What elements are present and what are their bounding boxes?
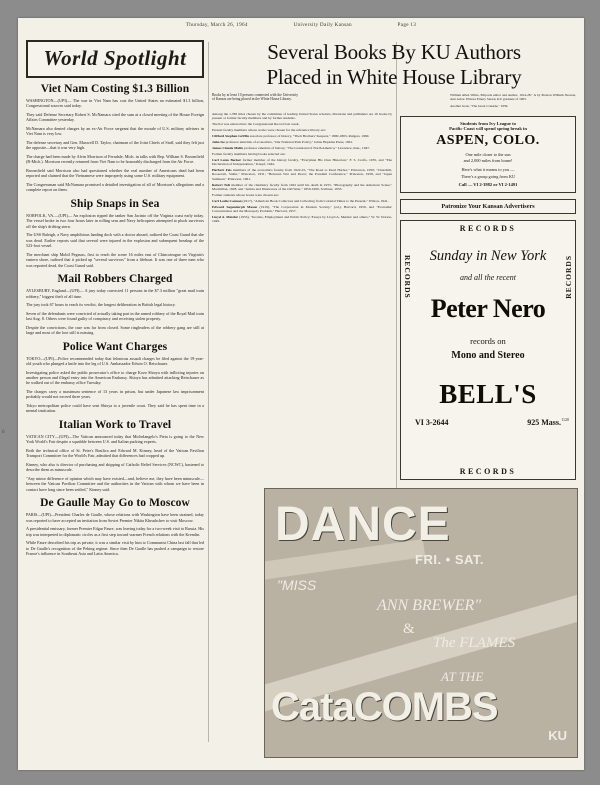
article-paragraph: The defense secretary and Gen. Maxwell D. Taylor, chairman of the Joint Chiefs of Staff, said they felt just the opposite—that it was very high. [26, 139, 204, 151]
aspen-ad-small1: One mile closer to the sun [465, 152, 511, 157]
book-detail: associate professor of history, "Their Brothers' Keepers," 1800-1865, Rutgers, 1960. [249, 134, 370, 139]
article-paragraph: The charge had been made by Alvin Morrison of Ferndale, Mich. in talks with Rep. William S. Broomfield (R-Mich.). Morrison recently returned from Viet Nam to be honorably discharged from the Air Force. [26, 153, 204, 165]
bells-corner-number: 1120 [561, 416, 569, 422]
bells-phone: VI 3-2644 [415, 417, 449, 427]
book-entry [212, 134, 392, 138]
article-paragraph: The USS Raleigh, a Navy amphibious landing dock with a doctor aboard, radioed the Coast Guard that she was dead. Earlier reports said that several were injured in the explosion and subsequent breakup of the 523-foot vessel. [26, 232, 204, 249]
headline-mail-robbers: Mail Robbers Charged [57, 273, 173, 286]
book-list-intro: Among the 1,780 titles chosen by the committee of leading United States scholars, librarians and publishers are 16 books by present or former faculty members and by former students. [212, 112, 392, 121]
book-entry [212, 168, 392, 181]
book-detail: (1935), "Income, Employment and Public Policy; Essays by Lloyd A. Metzler and others," W. W. Norton, 1949. [212, 214, 392, 224]
lead-dek-right-1: William Allen White, Emporia editor and Author, 1914-28," is by Preston William Slosson, Ann Arbor. Elmore Emery Stearn, KU graduate of 1905. [450, 92, 576, 102]
article-paragraph: The merchant ship Mobil Pegasus, first to reach the scene 16 miles east of Chincoteague on Virginia's eastern shore, radioed that it picked up "several survivors" from a lifeboat. It was one of three men who was reported dead, the Coast Guard said. [26, 251, 204, 268]
book-author: Lloyd A. Metzler [212, 214, 239, 219]
masthead [18, 22, 584, 28]
records-label-top: RECORDS [459, 223, 517, 233]
headline-police-want-charges: Police Want Charges [62, 340, 168, 353]
book-entry [212, 199, 392, 203]
aspen-ad[interactable] [400, 116, 576, 193]
records-label-left: RECORDS [403, 254, 412, 299]
book-entry [212, 215, 392, 224]
book-author: Edward Sagendorph Mason [212, 204, 258, 209]
records-label-bottom: RECORDS [459, 466, 517, 476]
aspen-ad-small4: There's a group going from KU [460, 173, 516, 179]
poster-artist-text: ANN BREWER" [377, 597, 482, 614]
book-detail: Former faculty members having books selected are: [212, 151, 286, 156]
newspaper-page [18, 18, 584, 770]
article-paragraph: While Faure described his trip as private, it was a similar visit by him to Communist China last fall that led to De Gaulle's recognition of the Peking regime. Since then De Gaulle has pushed a campaign to restore France's influence in Southeast Asia and Latin America. [26, 540, 204, 557]
book-entry [212, 205, 392, 214]
article-paragraph: "Any minor difference of opinion which may have existed—and, believe me, they have been minuscule—between the Vatican Pavilion Committee and the authorities in the Vatican with whom we have been in contact have long since been settled," Kinney said. [26, 475, 204, 492]
article-paragraph: A presidential emissary, former Premier Edgar Faure, was leaving today for a two-week visit to Russia. His trip was interpreted in diplomatic circles as a first step toward warmer French relations with the Kremlin. [26, 526, 204, 537]
book-detail: professor emeritus of economics, "Our National Park Policy," Johns Hopkins Press, 1961. [225, 139, 354, 144]
masthead-date: Thursday, March 26, 1964 [185, 22, 248, 28]
article-paragraph: Broomfield said Morrison also had questioned whether the real number of Americans dead had been reported and claimed that the Vietnamese were improperly using some U.S. military equipment. [26, 167, 204, 179]
book-list-intro2: The list was entered into the Congressional Record last week. [212, 122, 300, 127]
article-paragraph: NORFOLK, VA.—(UPI)— An explosion ripped the tanker San Jacinto off the Virginia coast early today. The vessel broke in two four hours later in rolling seas and Navy helicopters attempted to pluck survivors off the ship's drifting stern. [26, 212, 204, 229]
poster-ampersand: & [403, 621, 415, 637]
article-paragraph: Investigating police asked the public prosecutor's office to charge Kozo Shioya with inflicting injuries on another person and illegal entry into the American Embassy. Shioya has admitted attacking Reischauer as he walked out of the embassy office Tuesday. [26, 369, 204, 386]
book-entry [212, 158, 392, 167]
book-author: Robert Taft [212, 182, 231, 187]
lead-dek-right-2: Another book, "The Great Crusade," 1939. [450, 103, 509, 108]
book-detail: (1917), "American Book Collectors and Collecting from Colonial Times to the Present," Wilson, 1941. [242, 198, 389, 203]
bells-formats: Mono and Stereo [451, 349, 525, 361]
article-paragraph: Tokyo metropolitan police could have sent Shioya to a juvenile court. They said he has spent time in a mental institution. [26, 402, 204, 414]
article-paragraph: Kinney, who also is director of purchasing and shipping of Catholic Relief Services (NCWC), hastened to describe them as minuscule. [26, 461, 204, 473]
article-paragraph: TOKYO—(UPI)—Police recommended today that felonious assault charges be filed against the 19-year-old youth who plunged a knife into the leg of U.S. Ambassador Edwin O. Reischauer. [26, 355, 204, 367]
book-entry [212, 193, 392, 197]
bells-store-name: BELL'S [439, 378, 537, 409]
book-entry [212, 140, 392, 144]
aspen-ad-call[interactable]: Call — VI 2-3982 or VI 2-1491 [458, 181, 518, 187]
poster-venue-text: CataCOMBS [271, 685, 498, 729]
book-list-intro3: Present faculty members whose works were chosen for the reference library are: [212, 128, 326, 133]
bells-records-on: records on [470, 335, 506, 346]
article-paragraph: VATICAN CITY—(UPI)—The Vatican announced today that Michelangelo's Pieta is going to the New York World's Fair despite a squabble between U.S. and Italian packing experts. [26, 433, 204, 445]
dance-poster-ad[interactable] [264, 488, 578, 758]
bells-and-all: and all the recent [460, 272, 516, 282]
lead-headline-line1: Several Books By KU Authors [267, 40, 521, 64]
aspen-ad-line1: Students from Ivy League to [460, 121, 516, 126]
poster-days-text: FRI. • SAT. [415, 552, 485, 567]
headline-ship-snaps: Ship Snaps in Sea [70, 197, 160, 210]
book-entry [212, 146, 392, 150]
lead-headline-line2: Placed in White House Library [266, 65, 522, 90]
aspen-ad-small2: and 2,000 miles from home! [463, 158, 513, 164]
headline-viet-nam: Viet Nam Costing $1.3 Billion [40, 83, 190, 95]
lead-story-header [212, 42, 576, 112]
column-left [26, 40, 204, 560]
article-paragraph: The Congressman said McNamara promised a detailed investigation of all of Morrison's allegations and a complete report on them. [26, 181, 204, 193]
poster-miss-text: "MISS [277, 577, 317, 593]
headline-italian-work: Italian Work to Travel [58, 418, 172, 431]
masthead-paper: University Daily Kansan [293, 22, 352, 28]
bells-record-ad[interactable] [400, 220, 576, 480]
edge-mark-left: 6 [2, 430, 5, 435]
book-author: Carl Lotus Becker [212, 157, 242, 162]
article-paragraph: Seven of the defendants were convicted of actually taking part in the armed robbery of the Royal Mail train last Aug. 8. Others were found guilty of conspiracy and receiving stolen property. [26, 310, 204, 322]
world-spotlight-title: World Spotlight [43, 46, 187, 70]
article-paragraph: PARIS—(UPI)—President Charles de Gaulle, whose relations with Washington have been strained, today was reported to have accepted an invitation from Soviet Premier Nikita Khrushchev to visit Moscow. [26, 512, 204, 523]
bells-artist: Peter Nero [430, 293, 546, 323]
book-entry [212, 183, 392, 192]
book-author: James Claude Malin [212, 145, 244, 150]
article-paragraph: They said Defense Secretary Robert S. McNamara cited the sum at a closed meeting of the House Foreign Affairs Committee yesterday. [26, 111, 204, 123]
article-paragraph: McNamara also denied charges by an ex-Air Force sergeant that the morale of U.S. military advisers in Viet Nam is very low. [26, 125, 204, 137]
book-author: Carl Leslie Cannon [212, 198, 242, 203]
article-paragraph: Despite the convictions, the case was far from closed. Some ringleaders of the robbery gang are still at large and most of the loot still is missing. [26, 324, 204, 336]
article-paragraph: WASHINGTON—(UPI)— The war in Viet Nam has cost the United States an estimated $1.3 billion, Congressional sources said today. [26, 98, 204, 109]
column-divider-1 [208, 42, 209, 742]
aspen-ad-title: ASPEN, COLO. [436, 133, 540, 148]
bells-address: 925 Mass. [527, 417, 561, 427]
book-detail: former member of the history faculty, "Everyman His Own Historian," F. S. Crofts, 1935, and "The Declaration of Independence," Knopf, 1942. [212, 157, 392, 167]
world-spotlight-banner [26, 40, 204, 78]
book-detail: professor emeritus of history, "The Grassland of North America," Lawrence, Kan., 1947. [244, 145, 370, 150]
book-detail: members of the economics faculty from 1922-25, "The Road to Pearl Harbor," Princeton, 1950; "Churchill, Roosevelt, Stalin," Princeton, 1931; "Between War and Peace; the Potsdam Conference," Princeton, 1958, and "Japan Subdued," Princeton, 1961. [212, 167, 392, 181]
column-middle [212, 112, 392, 225]
headline-de-gaulle: De Gaulle May Go to Moscow [40, 497, 190, 510]
book-author: John Ise [212, 139, 225, 144]
masthead-page: Page 13 [397, 22, 417, 28]
poster-dance-text: DANCE [275, 498, 451, 551]
book-detail: (1919), "The Corporation in Modern Society," (ed.), Harvard, 1959, and "Economic Concentration and the Monopoly Problem," Harvard, 1957. [212, 204, 393, 214]
article-paragraph: The jury took 67 hours to reach its verdict, the longest deliberation in British legal history. [26, 302, 176, 308]
patronize-banner: Patronize Your Kansan Advertisers [400, 199, 576, 214]
aspen-ad-line2: Pacific Coast will spend spring break in [449, 126, 527, 131]
article-paragraph: Both the technical office of St. Peter's Basilica and Edward M. Kinney, head of the Vatican Pavilion Transport Committee for the World's Fair, admitted that differences had cropped up. [26, 447, 204, 459]
bells-album-title: Sunday in New York [429, 247, 547, 264]
poster-band-text: The FLAMES [433, 635, 516, 651]
book-list [212, 112, 392, 224]
column-right [400, 112, 576, 480]
poster-ku-text: KU [548, 728, 567, 743]
aspen-ad-small3: Here's what it means to you — [461, 167, 515, 173]
records-label-right: RECORDS [564, 254, 573, 299]
book-detail: Former students whose books were chosen are: [212, 192, 279, 197]
article-paragraph: AYLESBURY, England—(UPI)— A jury today convicted 11 persons in the $7.3 million "great mail train robbery," biggest theft of all time. [26, 288, 204, 299]
book-detail: member of the chemistry faculty from 1922 until his death in 1955, "Photography and the American Scene," Macmillan, 1928, and "Artists and Illustrators of the Old West," 1850-1900, Scribner, 1953. [212, 182, 392, 191]
lead-dek: Books by at least 10 persons connected with the University of Kansas are being placed in the White House Library. [212, 92, 298, 102]
poster-atthe-text: AT THE [441, 669, 484, 684]
book-author: Herbert Feis [212, 167, 232, 172]
book-author: Clifford Stephen Griffin [212, 134, 249, 139]
book-entry [212, 152, 392, 156]
article-paragraph: The charges carry a maximum sentence of 13 years in prison, but under Japanese law imprisonment probably would not exceed three years. [26, 388, 204, 400]
